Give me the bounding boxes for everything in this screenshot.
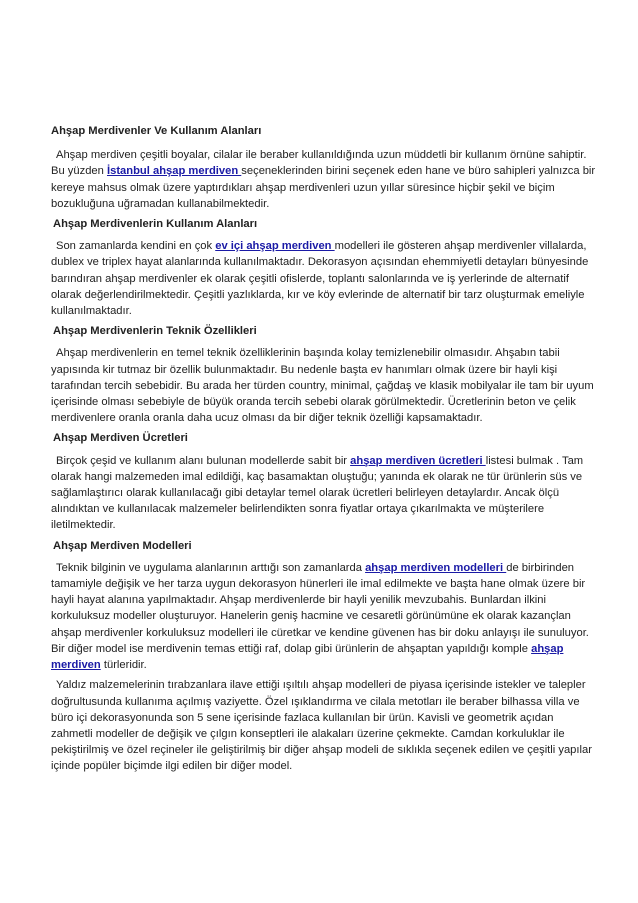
- paragraph-yaldiz: Yaldız malzemelerinin tırabzanlara ilave ettiği ışıltılı ahşap modelleri de piyasa içerisinde istekler ve talepler doğrultusunda kullanıma açılmış vaziyette. Özel ışıklandırma ve cilala metotları ile beraber bilhassa villa ve büro içi dekorasyonunda son 5 sene içerisinde fazlaca kullanılan bir ürün. Kavisli ve geometrik açıdan zahmetli modeller de değişik ve çılgın konseptleri ile alakaları üzerine çekmekte. Camdan korkuluklar ile pekiştirilmiş ve özel reçineler ile geliştirilmiş bir diğer ahşap modeli de sıklıkla seçenek edilen ve çeşitli yapılar içinde popüler biçimde ilgi edilen bir diğer model.: [51, 679, 592, 773]
- paragraph-kullanim: [51, 238, 597, 319]
- article: [51, 123, 597, 779]
- article-title: Ahşap Merdivenler Ve Kullanım Alanları: [51, 125, 262, 137]
- paragraph-text: modelleri ile gösteren ahşap merdivenler villalarda, dublex ve triplex hayat alanlarında kullanılmaktadır. Dekorasyon açısından ehemmiyetli detayları bünyesinde barındıran ahşap merdivenler ek olarak çeşitli ofislerde, toplantı salonlarında ve iş yerlerinde de alternatif olarak değerlendirilmektedir. Çeşitli yazlıklarda, kır ve köy evlerinde de alternatif bir tarz oluşturmak emeliyle kullanılmaktadır.: [51, 240, 589, 318]
- paragraph-text: Ahşap merdiven çeşitli boyalar, cilalar ile beraber kullanıldığında uzun müddetli bir kullanım örnüne sahiptir. Bu yüzden: [51, 149, 587, 178]
- link-ev-ici-ahsap-merdiven[interactable]: ev içi ahşap merdiven: [215, 240, 335, 253]
- link-ahsap-merdiven[interactable]: ahşap merdiven: [51, 642, 564, 672]
- paragraph-text: listesi bulmak . Tam olarak hangi malzemeden imal edildiği, kaç basamaktan oluştuğu; yanında ek olarak ne tür ürünlerin süs ve sağlamlaştırıcı olarak kullanılacağı gibi detaylar temel olarak ücretleri belirleyen detaylardır. Ancak ölçü alındıktan ve kullanılacak malzemeler belirlendikten sonra fiyatlar ortaya çıkarılmakta ve müşterilere iletilmektedir.: [51, 454, 584, 532]
- paragraph-ucretler: [51, 453, 597, 534]
- link-istanbul-ahsap-merdiven[interactable]: İstanbul ahşap merdiven: [106, 165, 242, 178]
- link-ahsap-merdiven-ucretleri[interactable]: ahşap merdiven ücretleri: [350, 454, 486, 467]
- paragraph-intro: [51, 147, 597, 212]
- link-ahsap-merdiven-modelleri[interactable]: ahşap merdiven modelleri: [365, 561, 507, 574]
- section-heading-kullanim: Ahşap Merdivenlerin Kullanım Alanları: [53, 218, 258, 231]
- paragraph-teknik: Ahşap merdivenlerin en temel teknik özelliklerinin başında kolay temizlenebilir olmasıdır. Ahşabın tabii yapısında kir tutmaz bir özellik bulunmaktadır. Bu nedenle başta ev hanımları olmak üzere bir hayli kişi tarafından tercih sebebidir. Bu arada her türden country, minimal, çağdaş ve klasik mobilyalar ile tam bir uyum içerisinde olması sebebiyle de büyük oranda tercih sebebi olarak görülmektedir. Ücretlerinin beton ve çelik merdivenlere oranla oranla daha ucuz olması da bir diğer teknik özelliği kapsamaktadır.: [51, 347, 594, 425]
- paragraph-text: de birbirinden tamamiyle değişik ve her tarza uygun dekorasyon hünerleri ile imal edilmekte ve başta hane olmak üzere bir hayli hayat alanına yapılmaktadır. Ahşap merdivenlerde bir hayli yenilik mevzubahis. Bunlardan ilkini korkuluksuz modeller oluşturuyor. Hanelerin geniş hacmine ve cesaretli görünümüne ek olarak kazançlan ahşap merdivenler korkuluksuz modelleri ile cüretkar ve kendine güvenen has bir doku anlayışı ile sunuluyor. Bir diğer model ise merdivenin temas ettiği raf, dolap gibi ürünlerin de ahşaptan yapıldığı komple: [51, 561, 589, 655]
- paragraph-text: Teknik bilginin ve uygulama alanlarının arttığı son zamanlarda: [56, 561, 366, 574]
- section-heading-ucretler: Ahşap Merdiven Ücretleri: [53, 432, 188, 445]
- paragraph-modeller: [51, 560, 597, 673]
- paragraph-text: türleridir.: [100, 659, 147, 672]
- paragraph-text: Son zamanlarda kendini en çok: [56, 240, 216, 253]
- section-heading-teknik: Ahşap Merdivenlerin Teknik Özellikleri: [53, 325, 257, 338]
- paragraph-text: Birçok çeşid ve kullanım alanı bulunan modellerde sabit bir: [56, 454, 351, 467]
- paragraph-text: seçeneklerinden birini seçenek eden hane ve büro sahipleri yalnızca bir kereye mahsus olmak üzere yaptırdıkları ahşap merdivenleri uzun yıllar süresince hiçbir şekil ve biçim bozukluğuna uğramadan kullanabilmektedir.: [51, 165, 596, 210]
- section-heading-modeller: Ahşap Merdiven Modelleri: [53, 539, 192, 552]
